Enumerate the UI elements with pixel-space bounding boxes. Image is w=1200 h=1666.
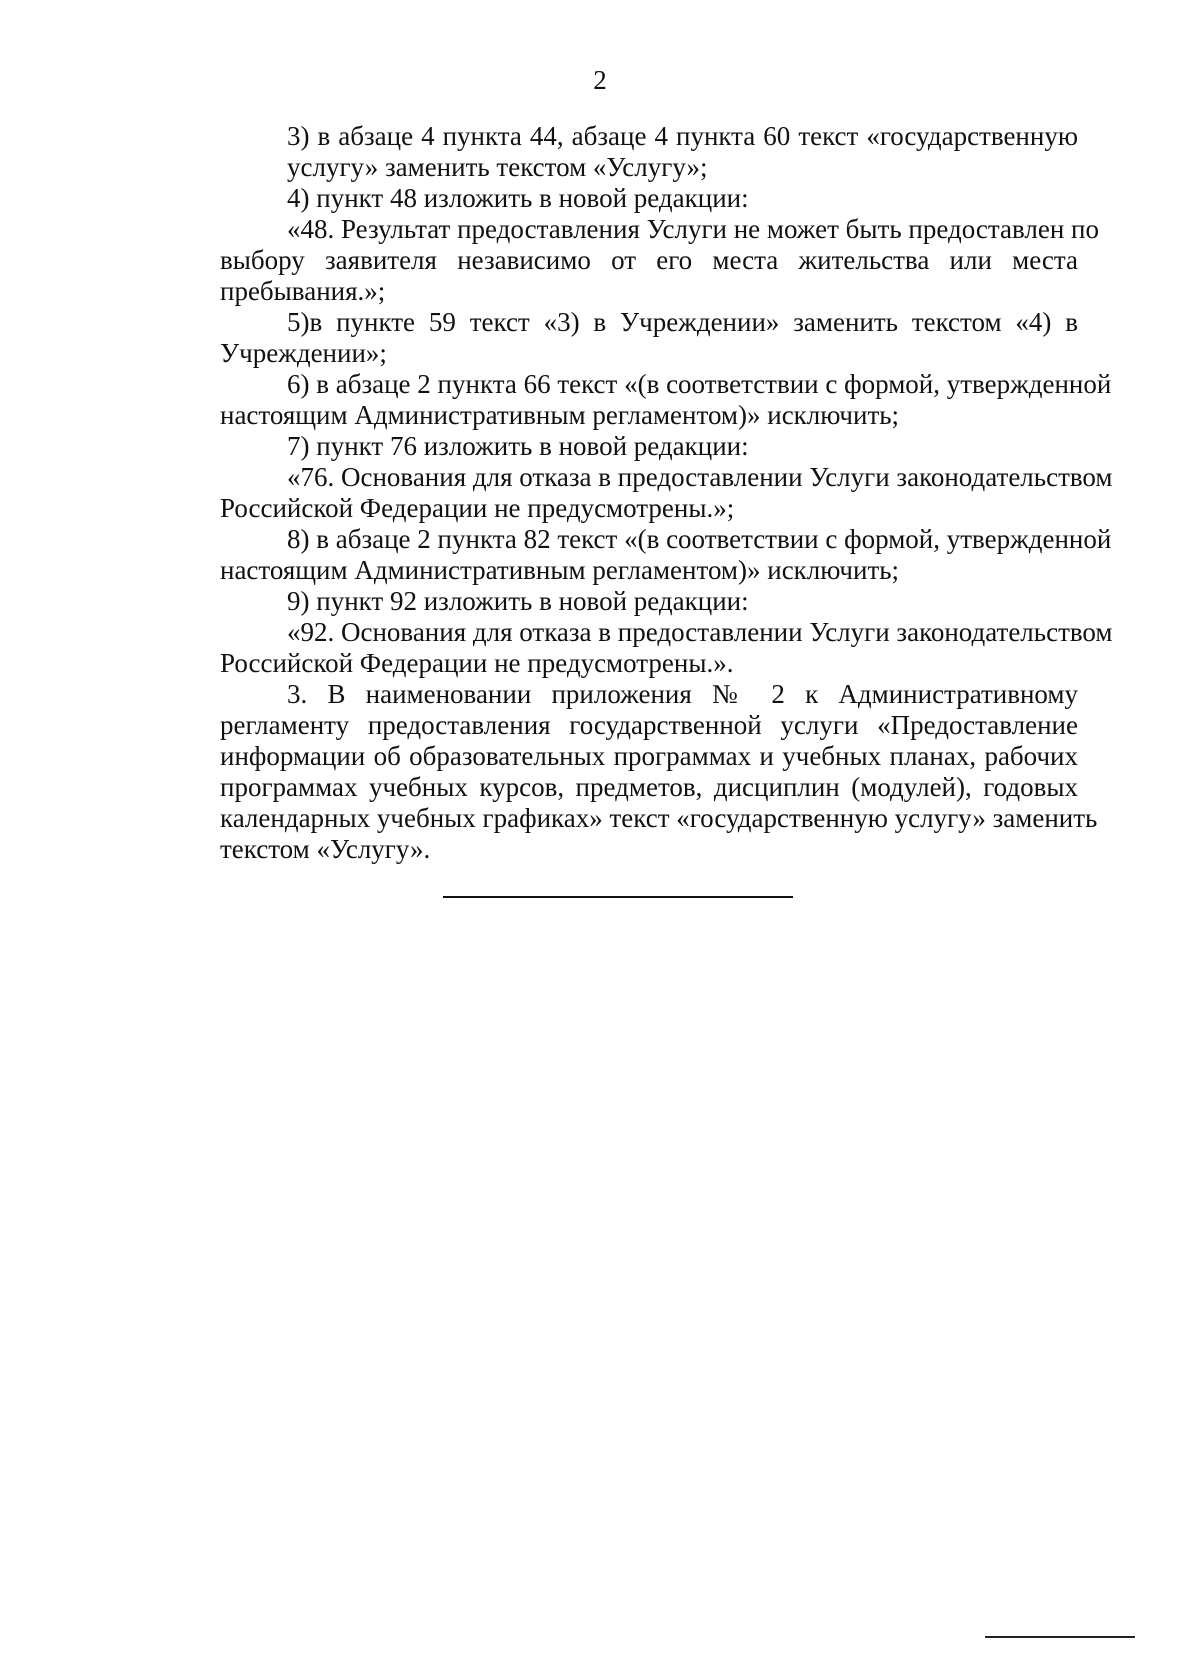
text-line: Учреждении»; [220,338,387,368]
text-line: текстом «Услугу». [220,834,431,864]
text-line: пребывания.»; [220,276,386,306]
text-line: «92. Основания для отказа в предоставлении Услуги законодательством [287,617,1113,647]
text-line: 9) пункт 92 изложить в новой редакции: [287,586,749,616]
document-body [153,121,1113,865]
text-line: «76. Основания для отказа в предоставлении Услуги законодательством [287,462,1113,492]
paragraph-item-8 [153,524,1112,586]
footer-corner-rule [985,1636,1135,1638]
text-line: календарных учебных графиках» текст «государственную услугу» заменить [220,803,1098,833]
paragraph-quote-48 [153,214,1099,307]
text-line: 3. В наименовании приложения № 2 к Административному [287,679,1078,709]
text-line: Российской Федерации не предусмотрены.»; [220,493,735,523]
paragraph-section-3 [153,679,1098,865]
text-line: выбору заявителя независимо от его места жительства или места [220,245,1078,275]
paragraph-quote-92 [153,617,1113,679]
text-line: 4) пункт 48 изложить в новой редакции: [287,183,749,213]
paragraph-item-4 [153,183,1078,214]
text-line: 7) пункт 76 изложить в новой редакции: [287,431,749,461]
text-line: 5)в пункте 59 текст «3) в Учреждении» заменить текстом «4) в [287,307,1078,337]
text-line: 8) в абзаце 2 пункта 82 текст «(в соответствии с формой, утвержденной [287,524,1112,554]
text-line: программах учебных курсов, предметов, дисциплин (модулей), годовых [220,772,1078,802]
text-line: услугу» заменить текстом «Услугу»; [287,152,708,182]
paragraph-item-3 [153,121,1078,183]
paragraph-item-7 [153,431,1078,462]
text-line: информации об образовательных программах и учебных планах, рабочих [220,741,1078,771]
text-line: настоящим Административным регламентом)» исключить; [220,400,900,430]
paragraph-item-5 [153,307,1078,369]
end-of-text-rule [443,896,793,898]
text-line: настоящим Административным регламентом)» исключить; [220,555,900,585]
text-line: 3) в абзаце 4 пункта 44, абзаце 4 пункта 60 текст «государственную [287,121,1078,151]
text-line: «48. Результат предоставления Услуги не может быть предоставлен по [287,214,1099,244]
page-number: 2 [593,65,607,95]
text-line: регламенту предоставления государственной услуги «Предоставление [220,710,1078,740]
text-line: Российской Федерации не предусмотрены.». [220,648,734,678]
paragraph-item-6 [153,369,1112,431]
paragraph-item-9 [153,586,1078,617]
text-line: 6) в абзаце 2 пункта 66 текст «(в соответствии с формой, утвержденной [287,369,1112,399]
paragraph-quote-76 [153,462,1113,524]
